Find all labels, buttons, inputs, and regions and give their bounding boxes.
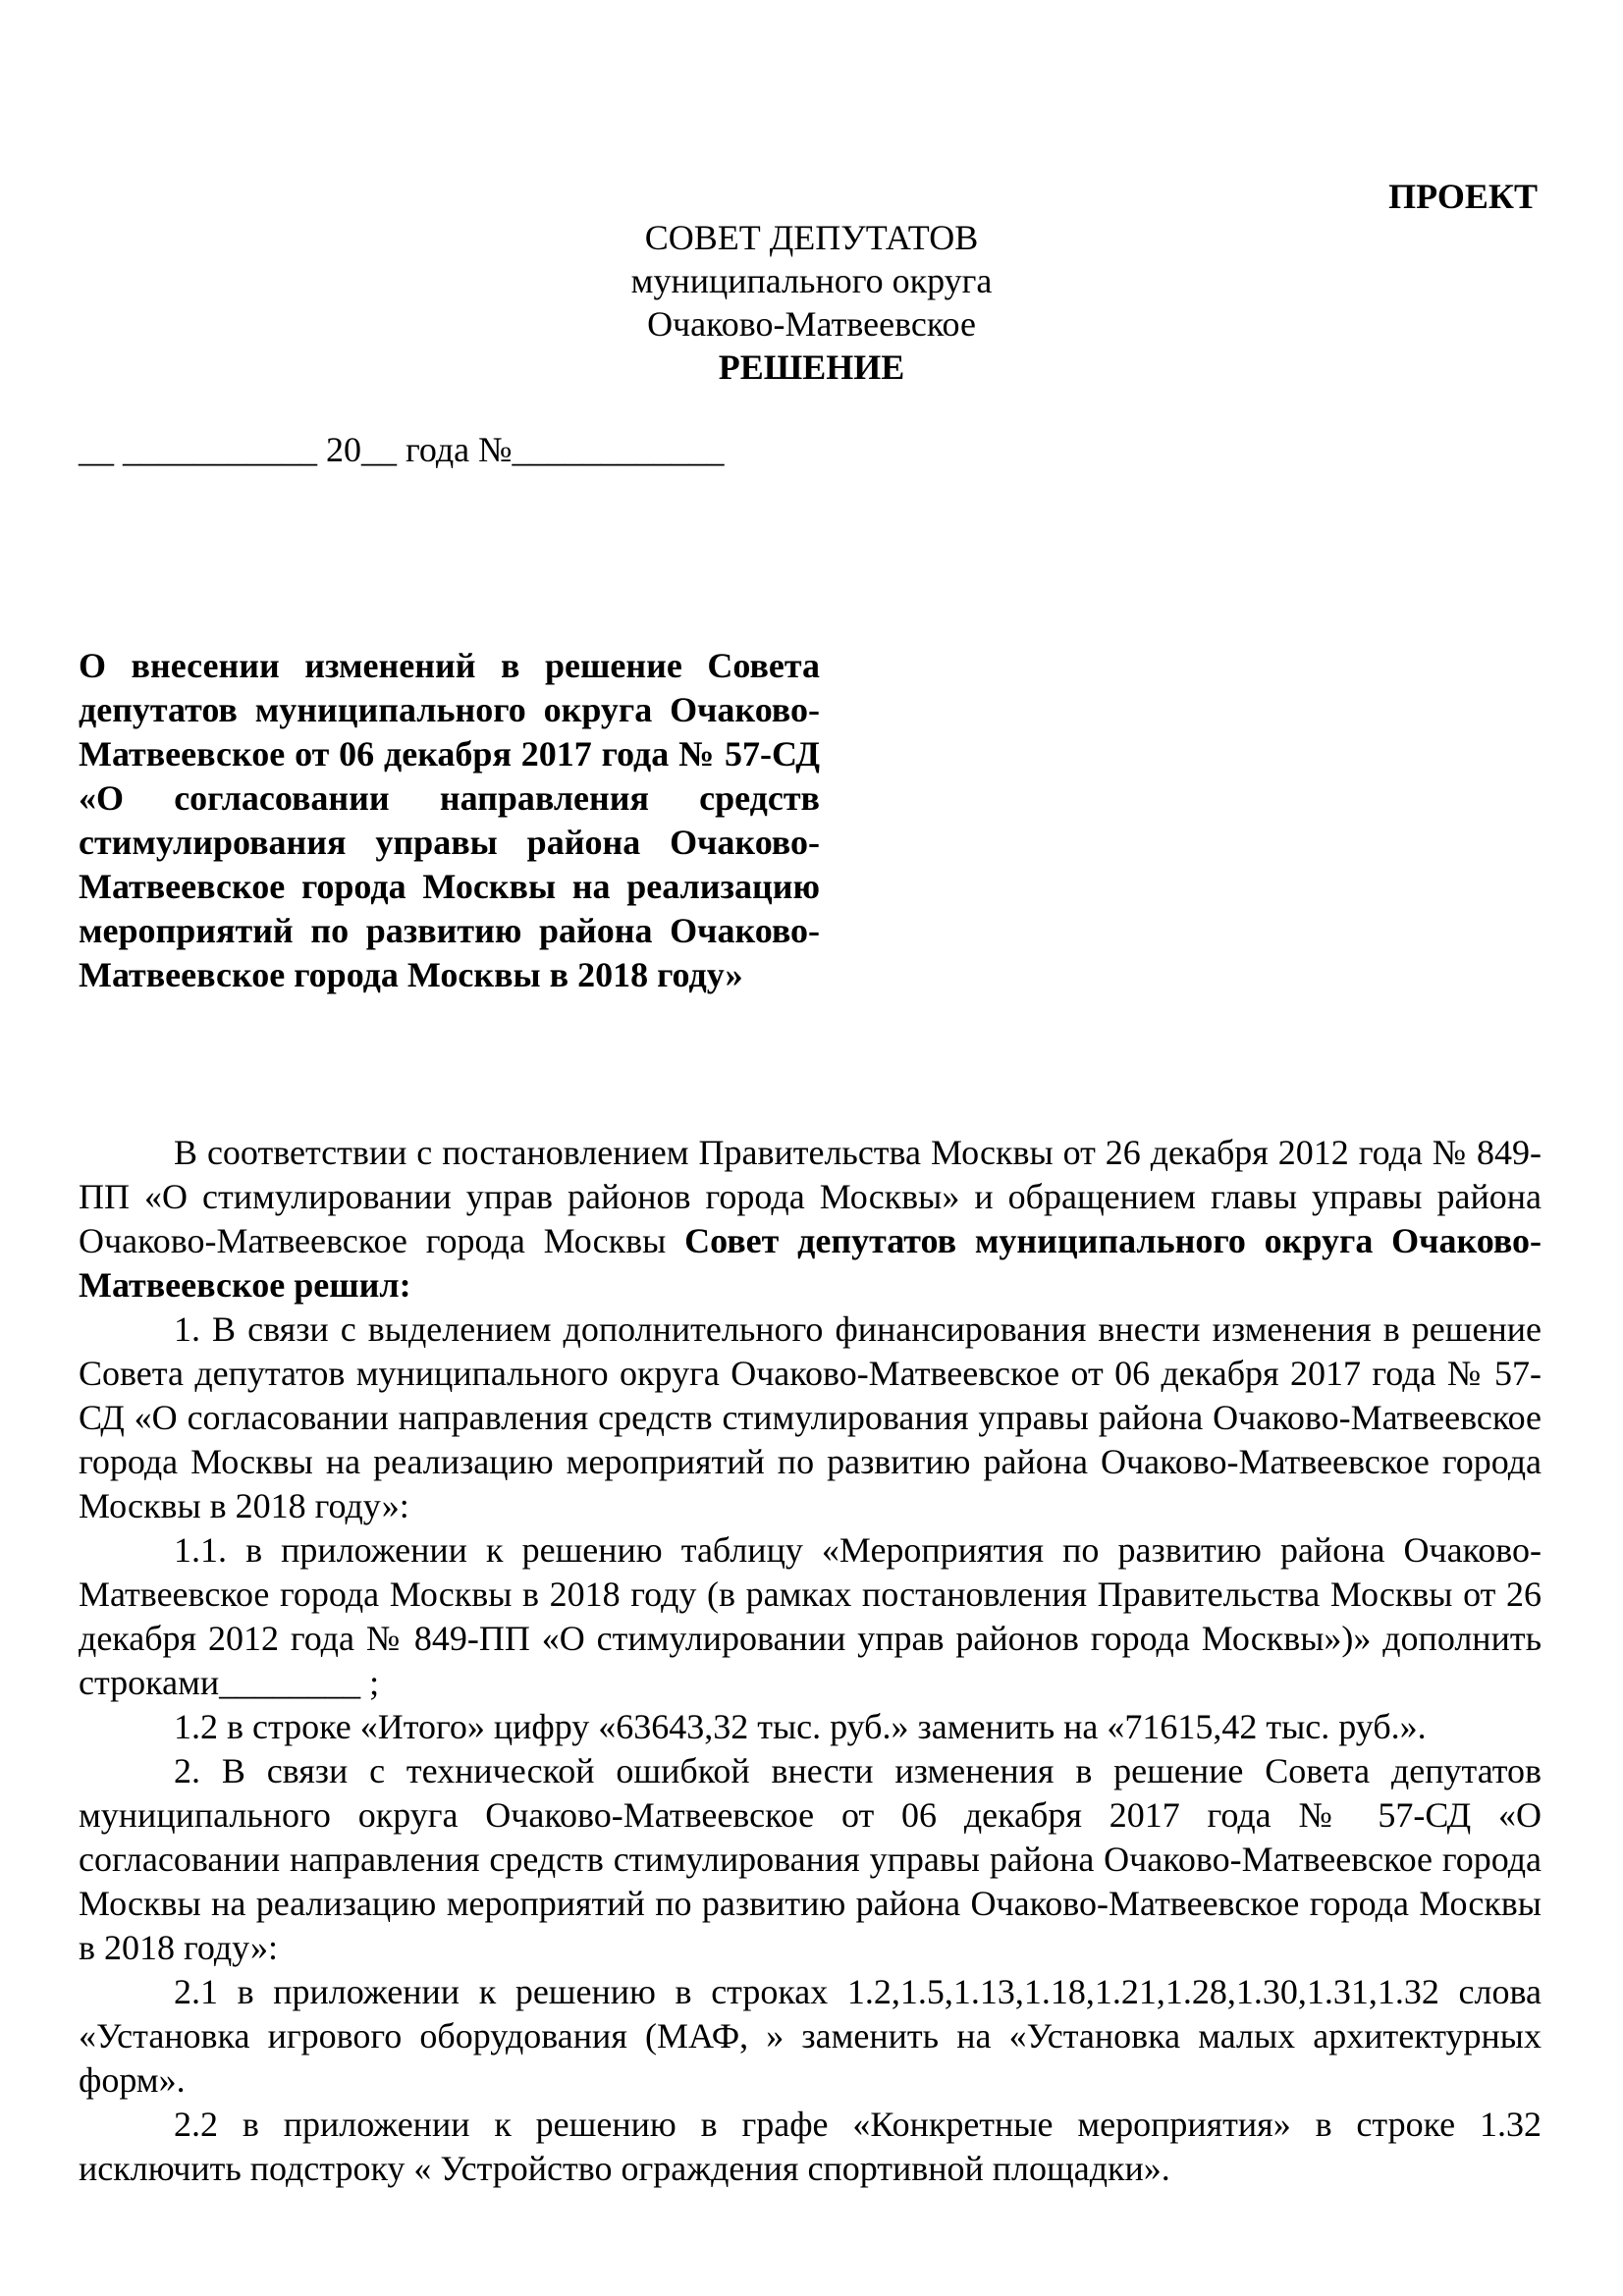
preamble-paragraph — [79, 1131, 1542, 1308]
paragraph-1-1: 1.1. в приложении к решению таблицу «Мероприятия по развитию района Очаково-Матвеевское города Москвы в 2018 году (в рамках постановления Правительства Москвы от 26 декабря 2012 года № 849-ПП «О стимулировании управ районов города Москвы»)» дополнить строками________ ; — [79, 1530, 1542, 1702]
paragraph-2: 2. В связи с технической ошибкой внести изменения в решение Совета депутатов муниципального округа Очаково-Матвеевское от 06 декабря 2017 года № 57-СД «О согласовании направления средств стимулирования управы района Очаково-Матвеевское города Москвы на реализацию мероприятий по развитию района Очаково-Матвеевское города Москвы в 2018 году»: — [79, 1751, 1542, 1967]
date-number-line: __ ___________ 20__ года №____________ — [79, 430, 725, 469]
preamble-text: В соответствии с постановлением Правительства Москвы от 26 декабря 2012 года № 849-ПП «О стимулировании управ районов города Москвы» и обращением главы управы района Очаково-Матвеевское города Москвы — [79, 1133, 1542, 1260]
header-decision: РЕШЕНИЕ — [718, 347, 905, 387]
draft-stamp: ПРОЕКТ — [1388, 177, 1538, 216]
paragraph-1-2: 1.2 в строке «Итого» цифру «63643,32 тыс. руб.» заменить на «71615,42 тыс. руб.». — [174, 1707, 1427, 1746]
decision-subject: О внесении изменений в решение Совета депутатов муниципального округа Очаково-Матвеевское от 06 декабря 2017 года № 57-СД «О согласовании направления средств стимулирования управы района Очаково-Матвеевское города Москвы на реализацию мероприятий по развитию района Очаково-Матвеевское города Москвы в 2018 году» — [79, 646, 820, 994]
header-district: Очаково-Матвеевское — [647, 304, 976, 344]
header-council: СОВЕТ ДЕПУТАТОВ — [644, 218, 979, 257]
header-municipal: муниципального округа — [630, 261, 993, 300]
document-header — [0, 216, 1623, 389]
document-body — [79, 1131, 1542, 2191]
paragraph-1: 1. В связи с выделением дополнительного финансирования внести изменения в решение Совета депутатов муниципального округа Очаково-Матвеевское от 06 декабря 2017 года № 57-СД «О согласовании направления средств стимулирования управы района Очаково-Матвеевское города Москвы на реализацию мероприятий по развитию района Очаково-Матвеевское города Москвы в 2018 году»: — [79, 1309, 1542, 1525]
preamble-resolution: Совет депутатов муниципального округа Очаково-Матвеевское решил: — [79, 1221, 1542, 1305]
paragraph-2-1: 2.1 в приложении к решению в строках 1.2,1.5,1.13,1.18,1.21,1.28,1.30,1.31,1.32 слова «Установка игрового оборудования (МАФ, » заменить на «Установка малых архитектурных форм». — [79, 1972, 1542, 2100]
paragraph-2-2: 2.2 в приложении к решению в графе «Конкретные мероприятия» в строке 1.32 исключить подстроку « Устройство ограждения спортивной площадки». — [79, 2105, 1542, 2188]
